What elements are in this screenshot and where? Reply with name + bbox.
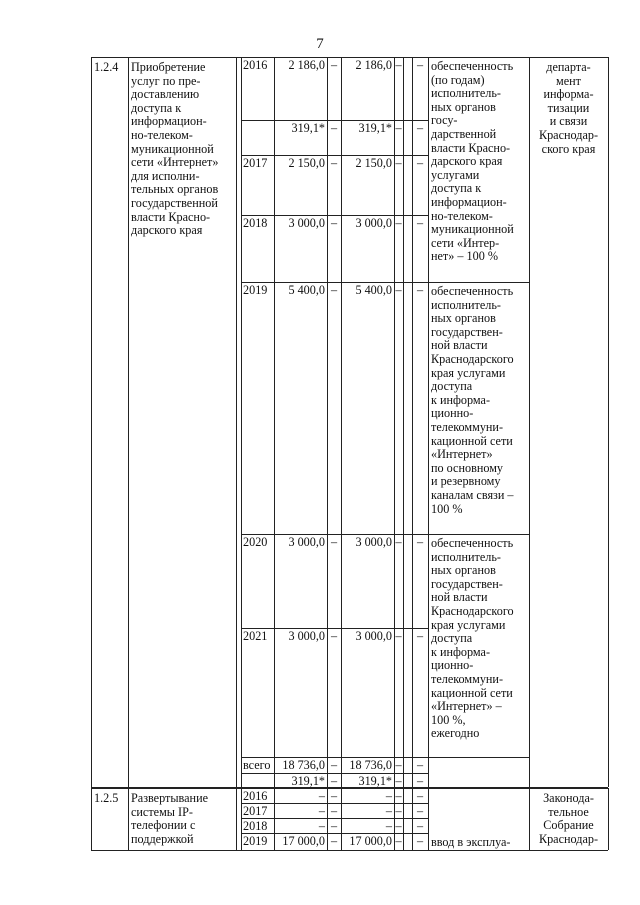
result-line: 100 %, (431, 712, 466, 727)
other-cell: – (416, 121, 424, 135)
activity-name-line: власти Красно- (131, 209, 211, 224)
year-cell: всего (243, 758, 271, 772)
result-line: ционно- (431, 658, 474, 673)
executor-line: тизации (547, 100, 590, 115)
other-cell: – (416, 819, 424, 833)
table-vline (428, 57, 429, 787)
result-line: нет» – 100 % (431, 249, 499, 264)
year-cell: 2019 (243, 834, 268, 848)
federal-cell: – (330, 535, 338, 549)
regional-cell: 319,1* (358, 774, 392, 788)
table-hline (428, 534, 529, 535)
year-cell: 2017 (243, 156, 268, 170)
activity-name-line: муникационной (131, 141, 214, 156)
result-line: Краснодарского (431, 352, 514, 366)
year-cell: 2019 (243, 283, 268, 297)
executor-line: тельное (548, 804, 589, 819)
result-line: телекоммуни- (431, 672, 504, 686)
row-number: 1.2.4 (94, 60, 119, 74)
result-line: «Интернет» (431, 447, 493, 462)
table-vline (241, 57, 242, 787)
local-cell: – (395, 535, 402, 549)
federal-cell: – (330, 834, 338, 848)
result-line: государствен- (431, 576, 503, 591)
executor-line: Собрание (543, 818, 594, 833)
result-line: кационной сети (431, 685, 513, 700)
total-cell: 3 000,0 (288, 629, 325, 643)
regional-cell: 3 000,0 (355, 216, 392, 230)
result-line: ционно- (431, 406, 474, 421)
local-cell: – (395, 58, 402, 72)
result-line: ввод в эксплуа- (431, 835, 511, 849)
result-line: «Интернет» – (431, 699, 502, 714)
activity-name-line: услуг по пре- (131, 73, 201, 88)
other-cell: – (416, 774, 424, 788)
result-line: ежегодно (431, 726, 480, 741)
result-line: ных органов (431, 311, 496, 326)
regional-cell: 5 400,0 (355, 283, 392, 297)
total-cell: – (318, 804, 325, 818)
total-cell: 319,1* (291, 121, 325, 135)
result-line: телекоммуни- (431, 420, 504, 434)
federal-cell: – (330, 774, 338, 788)
executor-line: Краснодар- (538, 831, 599, 846)
regional-cell: – (385, 819, 392, 833)
result-line: но-телеком- (431, 208, 493, 223)
total-cell: 2 186,0 (288, 58, 325, 72)
total-cell: 5 400,0 (288, 283, 325, 297)
total-cell: 2 150,0 (288, 156, 325, 170)
activity-name-line: телефонии с (131, 818, 196, 833)
table-vline (403, 788, 404, 850)
table-vline (608, 788, 609, 850)
result-line: ных органов (431, 563, 496, 578)
table-vline (128, 788, 129, 850)
year-cell: 2016 (243, 58, 268, 72)
local-cell: – (395, 789, 402, 803)
table-hline (428, 757, 529, 758)
result-line: к информа- (431, 644, 491, 659)
result-line: исполнитель- (431, 549, 501, 564)
other-cell: – (416, 535, 424, 549)
result-line: услугами (431, 167, 480, 182)
table-vline (428, 788, 429, 850)
table-vline (236, 788, 237, 850)
federal-cell: – (330, 758, 338, 772)
result-line: доступа к (431, 181, 482, 196)
table-vline (236, 57, 237, 787)
regional-cell: 319,1* (358, 121, 392, 135)
activity-name-line: дарского края (131, 223, 203, 238)
table-vline (608, 57, 609, 787)
total-cell: 18 736,0 (282, 758, 325, 772)
regional-cell: 3 000,0 (355, 535, 392, 549)
regional-cell: 2 150,0 (355, 156, 392, 170)
result-line: (по годам) (431, 72, 485, 87)
other-cell: – (416, 283, 424, 297)
result-line: и резервному (431, 474, 501, 489)
table-vline (241, 788, 242, 850)
activity-name-line: для исполни- (131, 168, 200, 183)
result-line: доступа (431, 631, 473, 646)
total-cell: – (318, 819, 325, 833)
result-line: обеспеченность (431, 59, 514, 73)
regional-cell: – (385, 804, 392, 818)
result-line: 100 % (431, 501, 463, 516)
result-line: ной власти (431, 338, 488, 353)
result-line: ных органов (431, 99, 496, 114)
activity-name-line: сети «Интернет» (131, 155, 219, 170)
federal-cell: – (330, 156, 338, 170)
result-line: обеспеченность (431, 284, 514, 298)
result-line: края услугами (431, 617, 506, 632)
activity-name-line: информацион- (131, 114, 207, 129)
table-vline (529, 57, 530, 787)
regional-cell: 2 186,0 (355, 58, 392, 72)
local-cell: – (395, 834, 402, 848)
local-cell: – (395, 156, 402, 170)
executor-line: ского края (541, 141, 596, 156)
result-line: Краснодарского (431, 604, 514, 618)
activity-name-line: системы IP- (131, 804, 193, 819)
other-cell: – (416, 758, 424, 772)
executor-line: информа- (543, 87, 594, 102)
activity-name-line: Приобретение (131, 60, 206, 74)
table-vline (91, 788, 92, 850)
other-cell: – (416, 789, 424, 803)
result-line: доступа (431, 379, 473, 394)
other-cell: – (416, 804, 424, 818)
total-cell: 3 000,0 (288, 535, 325, 549)
regional-cell: – (385, 789, 392, 803)
result-line: ной власти (431, 590, 488, 605)
local-cell: – (395, 804, 402, 818)
local-cell: – (395, 216, 402, 230)
regional-cell: 3 000,0 (355, 629, 392, 643)
activity-name-line: доступа к (131, 100, 182, 115)
total-cell: 319,1* (291, 774, 325, 788)
result-line: власти Красно- (431, 140, 511, 155)
year-cell: 2021 (243, 629, 268, 643)
year-cell: 2020 (243, 535, 268, 549)
federal-cell: – (330, 789, 338, 803)
budget-table (91, 57, 608, 850)
local-cell: – (395, 819, 402, 833)
table-vline (128, 57, 129, 787)
activity-name-line: доставлению (131, 87, 200, 102)
local-cell: – (395, 774, 402, 788)
result-line: каналам связи – (431, 488, 514, 502)
year-cell: 2016 (243, 789, 268, 803)
activity-name-line: поддержкой (131, 831, 194, 846)
activity-name-line: Развертывание (131, 791, 208, 805)
federal-cell: – (330, 216, 338, 230)
result-line: кационной сети (431, 433, 513, 448)
federal-cell: – (330, 58, 338, 72)
federal-cell: – (330, 804, 338, 818)
executor-line: Законода- (543, 791, 594, 805)
result-line: государствен- (431, 324, 503, 339)
result-line: края услугами (431, 365, 506, 380)
activity-name-line: государственной (131, 196, 218, 210)
result-line: информацион- (431, 195, 507, 209)
regional-cell: 17 000,0 (349, 834, 392, 848)
federal-cell: – (330, 283, 338, 297)
result-line: исполнитель- (431, 86, 501, 101)
result-line: дарственной (431, 127, 497, 141)
result-line: сети «Интер- (431, 235, 500, 250)
local-cell: – (395, 283, 402, 297)
year-cell: 2018 (243, 819, 268, 833)
result-line: исполнитель- (431, 297, 501, 312)
result-line: дарского края (431, 154, 503, 169)
other-cell: – (416, 58, 424, 72)
result-line: по основному (431, 460, 504, 475)
result-line: муникационной (431, 222, 514, 237)
executor-line: и связи (549, 114, 588, 129)
year-cell: 2018 (243, 216, 268, 230)
executor-line: департа- (546, 60, 591, 74)
executor-line: Краснодар- (538, 128, 599, 142)
federal-cell: – (330, 121, 338, 135)
row-number: 1.2.5 (94, 791, 119, 805)
total-cell: – (318, 789, 325, 803)
result-line: к информа- (431, 392, 491, 407)
regional-cell: 18 736,0 (349, 758, 392, 772)
executor-line: мент (556, 73, 581, 88)
table-hline (428, 282, 529, 283)
total-cell: 17 000,0 (282, 834, 325, 848)
other-cell: – (416, 834, 424, 848)
table-hline (91, 57, 608, 58)
table-hline (91, 850, 608, 851)
federal-cell: – (330, 629, 338, 643)
local-cell: – (395, 629, 402, 643)
total-cell: 3 000,0 (288, 216, 325, 230)
activity-name-line: но-телеком- (131, 128, 193, 142)
local-cell: – (395, 758, 402, 772)
result-line: обеспеченность (431, 536, 514, 550)
activity-name-line: тельных органов (131, 182, 219, 197)
year-cell: 2017 (243, 804, 268, 818)
page-number: 7 (316, 36, 324, 52)
federal-cell: – (330, 819, 338, 833)
other-cell: – (416, 216, 424, 230)
table-vline (91, 57, 92, 787)
table-vline (403, 57, 404, 787)
result-line: госу- (431, 113, 458, 128)
local-cell: – (395, 121, 402, 135)
other-cell: – (416, 629, 424, 643)
other-cell: – (416, 156, 424, 170)
